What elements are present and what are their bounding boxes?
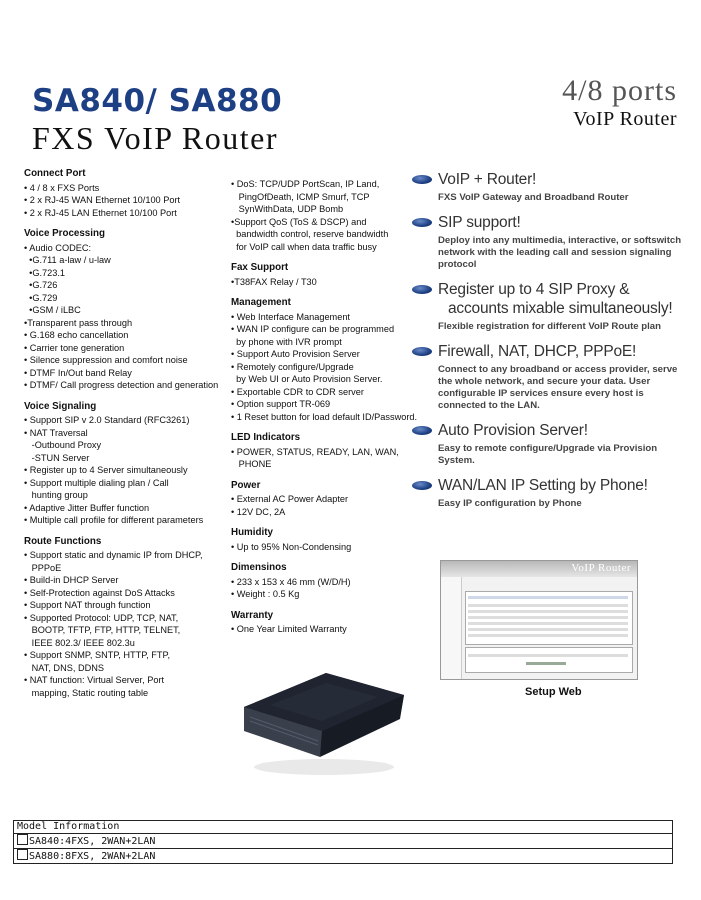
- screenshot-sidebar: [441, 577, 462, 679]
- section-heading: LED Indicators: [231, 432, 301, 443]
- section-heading: Voice Processing: [24, 228, 105, 239]
- spec-item: • 2 x RJ-45 LAN Ethernet 10/100 Port: [24, 207, 177, 218]
- feature-title-line: accounts mixable simultaneously!: [448, 300, 673, 317]
- spec-item: • Multiple call profile for different parameters: [24, 515, 204, 525]
- router-device-image: [240, 655, 408, 785]
- spec-item: by Web UI or Auto Provision Server.: [231, 374, 383, 384]
- feature-description: Easy IP configuration by Phone: [438, 498, 582, 509]
- feature-item: [412, 476, 692, 510]
- spec-item: • Carrier tone generation: [24, 342, 125, 353]
- feature-description: FXS VoIP Gateway and Broadband Router: [438, 192, 629, 203]
- setup-web-caption: Setup Web: [525, 686, 582, 698]
- spec-item: •GSM / iLBC: [24, 305, 81, 315]
- section-heading: Fax Support: [231, 262, 289, 273]
- model-label: SA880:8FXS, 2WAN+2LAN: [29, 851, 156, 862]
- feature-title: [438, 170, 692, 189]
- spec-item: • Remotely configure/Upgrade: [231, 361, 354, 372]
- section-heading: Humidity: [231, 527, 273, 538]
- feature-title: [438, 476, 692, 495]
- feature-item: [412, 280, 692, 333]
- spec-item: • DoS: TCP/UDP PortScan, IP Land,: [231, 179, 380, 189]
- checkbox-icon[interactable]: [17, 834, 28, 845]
- spec-item: • 233 x 153 x 46 mm (W/D/H): [231, 576, 351, 587]
- spec-item: • Register up to 4 Server simultaneously: [24, 465, 188, 475]
- spec-item: • Weight : 0.5 Kg: [231, 589, 300, 599]
- spec-item: BOOTP, TFTP, FTP, HTTP, TELNET,: [24, 625, 181, 635]
- spec-item: • Silence suppression and comfort noise: [24, 355, 188, 365]
- feature-title-line: VoIP + Router!: [438, 171, 537, 188]
- spec-item: • 4 / 8 x FXS Ports: [24, 182, 100, 193]
- spec-item: • 2 x RJ-45 WAN Ethernet 10/100 Port: [24, 195, 181, 205]
- screenshot-form-panel: [465, 647, 633, 673]
- section-heading: Management: [231, 297, 291, 308]
- spec-item: •G.729: [24, 292, 58, 303]
- spec-item: • 1 Reset button for load default ID/Password.: [231, 411, 418, 422]
- spec-item: •G.726: [24, 280, 58, 290]
- blue-bullet-icon: [412, 426, 432, 435]
- spec-item: -Outbound Proxy: [24, 440, 102, 450]
- spec-item: • Option support TR-069: [231, 399, 331, 409]
- checkbox-icon[interactable]: [17, 849, 28, 860]
- feature-item: [412, 213, 692, 271]
- ports-label: 4/8 ports: [562, 74, 677, 107]
- spec-item: SynWithData, UDP Bomb: [231, 204, 344, 214]
- spec-item: • Supported Protocol: UDP, TCP, NAT,: [24, 612, 179, 623]
- feature-item: [412, 342, 692, 412]
- spec-item: • Support multiple dialing plan / Call: [24, 477, 169, 488]
- spec-item: • NAT Traversal: [24, 427, 88, 438]
- spec-item: •Support QoS (ToS & DSCP) and: [231, 216, 367, 227]
- model-information-table: [13, 820, 673, 864]
- spec-item: • DTMF In/Out band Relay: [24, 367, 132, 378]
- spec-item: PingOfDeath, ICMP Smurf, TCP: [231, 191, 370, 202]
- spec-item: • DTMF/ Call progress detection and generation: [24, 380, 219, 390]
- spec-item: for VoIP call when data traffic busy: [231, 241, 377, 252]
- spec-item: • Support SIP v 2.0 Standard (RFC3261): [24, 415, 190, 425]
- spec-item: • Self-Protection against DoS Attacks: [24, 587, 175, 598]
- screenshot-table-panel: [465, 591, 633, 645]
- spec-item: NAT, DNS, DDNS: [24, 662, 104, 673]
- model-row: [14, 834, 673, 849]
- spec-item: • NAT function: Virtual Server, Port: [24, 675, 165, 685]
- spec-item: bandwidth control, reserve bandwidth: [231, 229, 389, 239]
- blue-bullet-icon: [412, 218, 432, 227]
- feature-title-line: WAN/LAN IP Setting by Phone!: [438, 477, 648, 494]
- spec-item: •Transparent pass through: [24, 317, 133, 328]
- spec-item: PHONE: [231, 459, 272, 469]
- spec-item: • Web Interface Management: [231, 311, 350, 322]
- spec-item: •T38FAX Relay / T30: [231, 276, 317, 287]
- spec-item: • Up to 95% Non-Condensing: [231, 541, 352, 552]
- section-heading: Connect Port: [24, 168, 86, 179]
- spec-item: by phone with IVR prompt: [231, 336, 342, 347]
- feature-title-line: SIP support!: [438, 214, 521, 231]
- spec-item: •G.723.1: [24, 267, 66, 278]
- spec-column-left: [24, 168, 224, 699]
- feature-title: [438, 342, 692, 361]
- feature-title: [438, 280, 692, 318]
- feature-item: [412, 170, 692, 204]
- spec-item: • Adaptive Jitter Buffer function: [24, 502, 150, 513]
- spec-item: • Support SNMP, SNTP, HTTP, FTP,: [24, 650, 171, 660]
- model-info-heading: Model Information: [14, 821, 673, 834]
- setup-web-screenshot: [440, 560, 638, 680]
- product-subtitle: FXS VoIP Router: [32, 120, 278, 156]
- spec-column-middle: [231, 178, 421, 636]
- blue-bullet-icon: [412, 175, 432, 184]
- spec-item: PPPoE: [24, 562, 62, 573]
- spec-item: • External AC Power Adapter: [231, 494, 349, 504]
- model-row: [14, 849, 673, 864]
- feature-description: Connect to any broadband or access provider, serve the whole network, and secure your data. User configurable IP services ensure every host is connected to the LAN.: [438, 364, 678, 411]
- section-heading: Power: [231, 479, 261, 491]
- spec-item: IEEE 802.3/ IEEE 802.3u: [24, 637, 135, 648]
- feature-title-line: Register up to 4 SIP Proxy &: [438, 281, 630, 298]
- spec-item: • Support Auto Provision Server: [231, 349, 360, 359]
- screenshot-brand: VoIP Router: [571, 562, 631, 574]
- spec-item: -STUN Server: [24, 452, 90, 463]
- spec-item: • 12V DC, 2A: [231, 506, 286, 517]
- spec-item: •G.711 a-law / u-law: [24, 255, 111, 265]
- spec-item: • Support NAT through function: [24, 600, 151, 610]
- blue-bullet-icon: [412, 481, 432, 490]
- section-heading: Voice Signaling: [24, 400, 97, 412]
- model-label: SA840:4FXS, 2WAN+2LAN: [29, 836, 156, 847]
- feature-title: [438, 421, 692, 440]
- feature-title-line: Firewall, NAT, DHCP, PPPoE!: [438, 343, 637, 360]
- spec-item: • POWER, STATUS, READY, LAN, WAN,: [231, 446, 399, 457]
- spec-item: • Exportable CDR to CDR server: [231, 386, 364, 397]
- spec-item: • WAN IP configure can be programmed: [231, 324, 395, 334]
- spec-item: • One Year Limited Warranty: [231, 624, 347, 634]
- feature-list: [412, 170, 692, 519]
- blue-bullet-icon: [412, 285, 432, 294]
- spec-item: • G.168 echo cancellation: [24, 330, 129, 340]
- spec-item: mapping, Static routing table: [24, 687, 149, 698]
- spec-item: • Build-in DHCP Server: [24, 575, 119, 585]
- feature-item: [412, 421, 692, 467]
- screenshot-header-bar: [441, 561, 637, 577]
- feature-description: Easy to remote configure/Upgrade via Provision System.: [438, 443, 658, 466]
- spec-item: • Audio CODEC:: [24, 242, 92, 253]
- product-title: SA840/ SA880: [32, 83, 283, 119]
- section-heading: Warranty: [231, 609, 274, 621]
- feature-description: Deploy into any multimedia, interactive, or softswitch network with the leading call and session signaling protocol: [438, 235, 682, 270]
- feature-title-line: Auto Provision Server!: [438, 422, 588, 439]
- feature-title: [438, 213, 692, 232]
- section-heading: Dimensinos: [231, 562, 287, 573]
- blue-bullet-icon: [412, 347, 432, 356]
- spec-item: hunting group: [24, 490, 88, 500]
- feature-description: Flexible registration for different VoIP Route plan: [438, 321, 661, 332]
- spec-item: • Support static and dynamic IP from DHCP,: [24, 550, 203, 560]
- section-heading: Route Functions: [24, 535, 102, 547]
- router-label: VoIP Router: [573, 108, 677, 130]
